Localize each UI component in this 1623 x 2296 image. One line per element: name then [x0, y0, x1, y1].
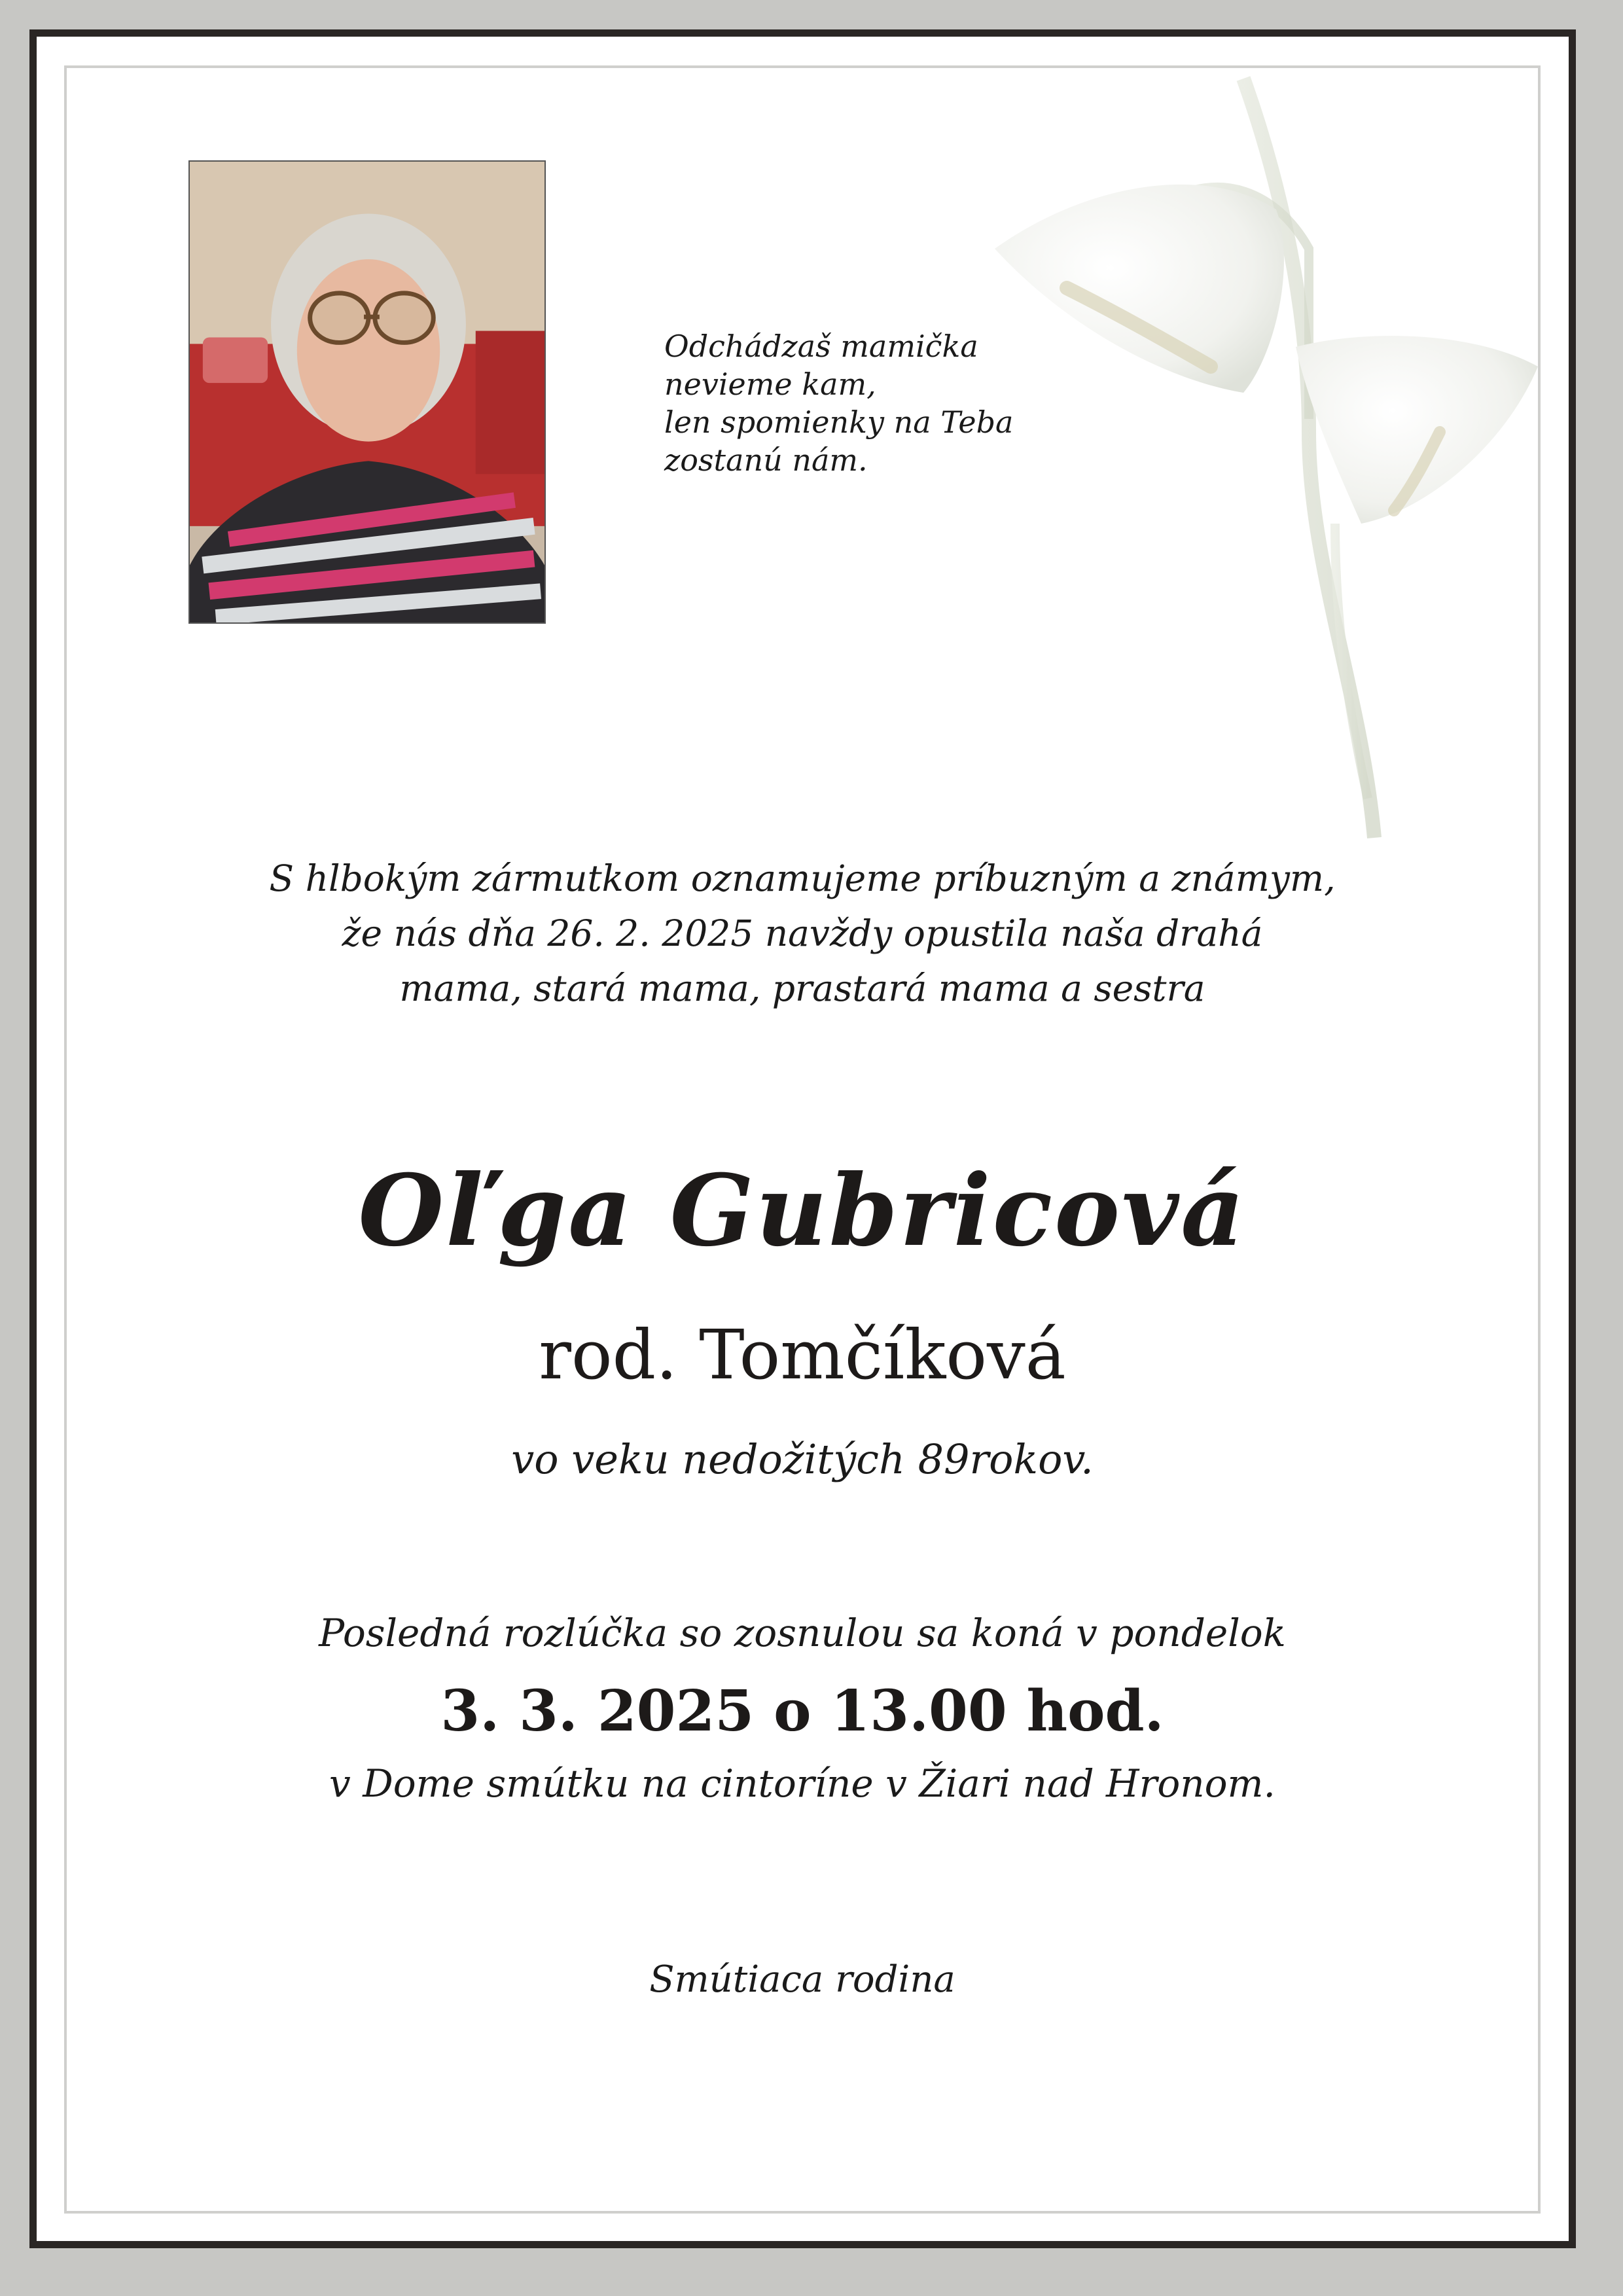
signature: Smútiaca rodina: [649, 1958, 955, 2001]
poem-line: len spomienky na Teba: [664, 404, 1014, 440]
maiden-name: rod. Tomčíková: [539, 1315, 1066, 1395]
poem-line: nevieme kam,: [664, 367, 876, 402]
announcement: [64, 851, 1541, 1016]
portrait-photo: [188, 160, 546, 624]
announcement-line: S hlbokým zármutkom oznamujeme príbuzným a známym,: [269, 857, 1336, 899]
poem: [664, 327, 1162, 479]
funeral-datetime: 3. 3. 2025 o 13.00 hod.: [440, 1678, 1164, 1744]
announcement-line: že nás dňa 26. 2. 2025 navždy opustila naša drahá: [342, 912, 1263, 954]
poem-line: zostanú nám.: [664, 442, 868, 478]
funeral-intro: Posledná rozlúčka so zosnulou sa koná v pondelok: [319, 1611, 1286, 1655]
deceased-name: Oľga Gubricová: [358, 1153, 1247, 1268]
funeral-place: v Dome smútku na cintoríne v Žiari nad Hronom.: [329, 1761, 1275, 1806]
poem-line: Odchádzaš mamička: [664, 329, 978, 364]
announcement-line: mama, stará mama, prastará mama a sestra: [399, 967, 1205, 1009]
age-line: vo veku nedožitých 89rokov.: [511, 1435, 1094, 1483]
